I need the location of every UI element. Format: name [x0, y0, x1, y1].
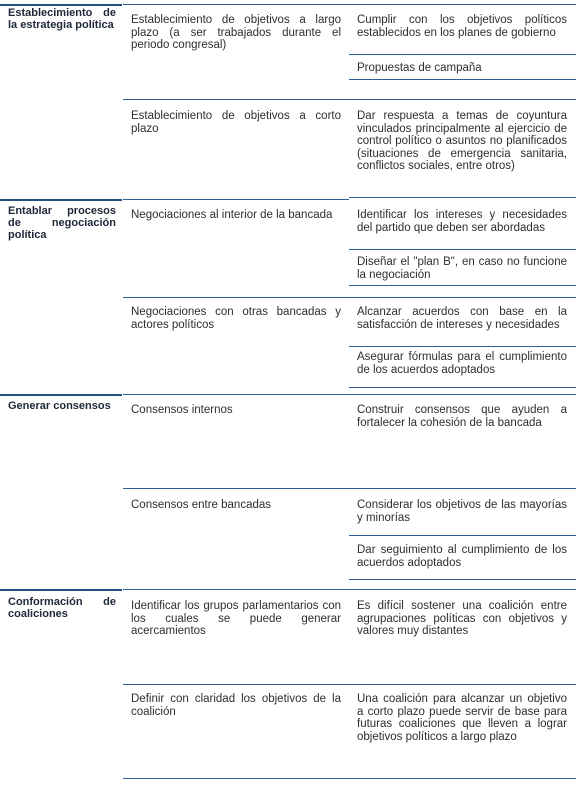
objective-divider: [123, 99, 576, 100]
result-text: Dar seguimiento al cumplimiento de los acuerdos adoptados: [357, 544, 567, 569]
result-text: Una coalición para alcanzar un objetivo a corto plazo puede servir de base para futuras coaliciones que lleven a lograr objetivos políticos a largo plazo: [357, 693, 567, 743]
result-divider: [349, 387, 576, 388]
objective-divider: [123, 684, 576, 685]
result-text: Propuestas de campaña: [357, 62, 482, 74]
result-text: Asegurar fórmulas para el cumplimiento de los acuerdos adoptados: [357, 351, 567, 376]
result-divider: [349, 197, 576, 198]
row-divider: [0, 199, 122, 201]
result-divider: [349, 249, 576, 250]
result-divider: [349, 579, 576, 580]
objective-divider: [123, 297, 576, 298]
result-text: Identificar los intereses y necesidades del partido que deben ser abordadas: [357, 209, 567, 234]
row-divider: [0, 589, 122, 591]
objective-divider: [123, 488, 576, 489]
result-text: Alcanzar acuerdos con base en la satisfacción de intereses y necesidades: [357, 306, 567, 331]
row-divider: [123, 394, 576, 395]
result-text: Considerar los objetivos de las mayorías y minorías: [357, 499, 567, 524]
objective-text: Consensos internos: [131, 404, 233, 416]
row-divider: [123, 4, 576, 5]
result-text: Dar respuesta a temas de coyuntura vinculados principalmente al ejercicio de control político o asuntos no planificados (situaciones de emergencia sanitaria, conflictos sociales, entre otros): [357, 110, 567, 173]
result-divider: [349, 535, 576, 536]
result-text: Diseñar el "plan B", en caso no funcione la negociación: [357, 256, 567, 281]
objective-text: Establecimiento de objetivos a corto plazo: [131, 110, 341, 135]
objective-text: Negociaciones con otras bancadas y actores políticos: [131, 306, 341, 331]
objective-text: Identificar los grupos parlamentarios con los cuales se puede generar acercamientos: [131, 600, 341, 638]
objective-text: Negociaciones al interior de la bancada: [131, 209, 333, 221]
table-bottom-border: [123, 778, 576, 779]
row-divider: [0, 394, 122, 396]
row-divider: [123, 589, 576, 590]
result-divider: [349, 79, 576, 80]
category-label: Entablar procesos de negociación política: [8, 205, 116, 241]
result-text: Cumplir con los objetivos políticos establecidos en los planes de gobierno: [357, 14, 567, 39]
objective-text: Definir con claridad los objetivos de la coalición: [131, 693, 341, 718]
category-label: Establecimiento de la estrategia política: [8, 7, 116, 31]
category-label: Generar consensos: [8, 400, 111, 412]
row-divider: [0, 4, 122, 6]
result-divider: [349, 285, 576, 286]
result-text: Es difícil sostener una coalición entre agrupaciones políticas con objetivos y valores muy distantes: [357, 600, 567, 638]
result-text: Construir consensos que ayuden a fortalecer la cohesión de la bancada: [357, 404, 567, 429]
result-divider: [349, 54, 576, 55]
objective-text: Establecimiento de objetivos a largo plazo (a ser trabajados durante el periodo congresal): [131, 14, 341, 52]
row-divider: [123, 199, 349, 200]
objective-text: Consensos entre bancadas: [131, 499, 272, 511]
category-label: Conformación de coaliciones: [8, 596, 116, 620]
result-divider: [349, 346, 576, 347]
